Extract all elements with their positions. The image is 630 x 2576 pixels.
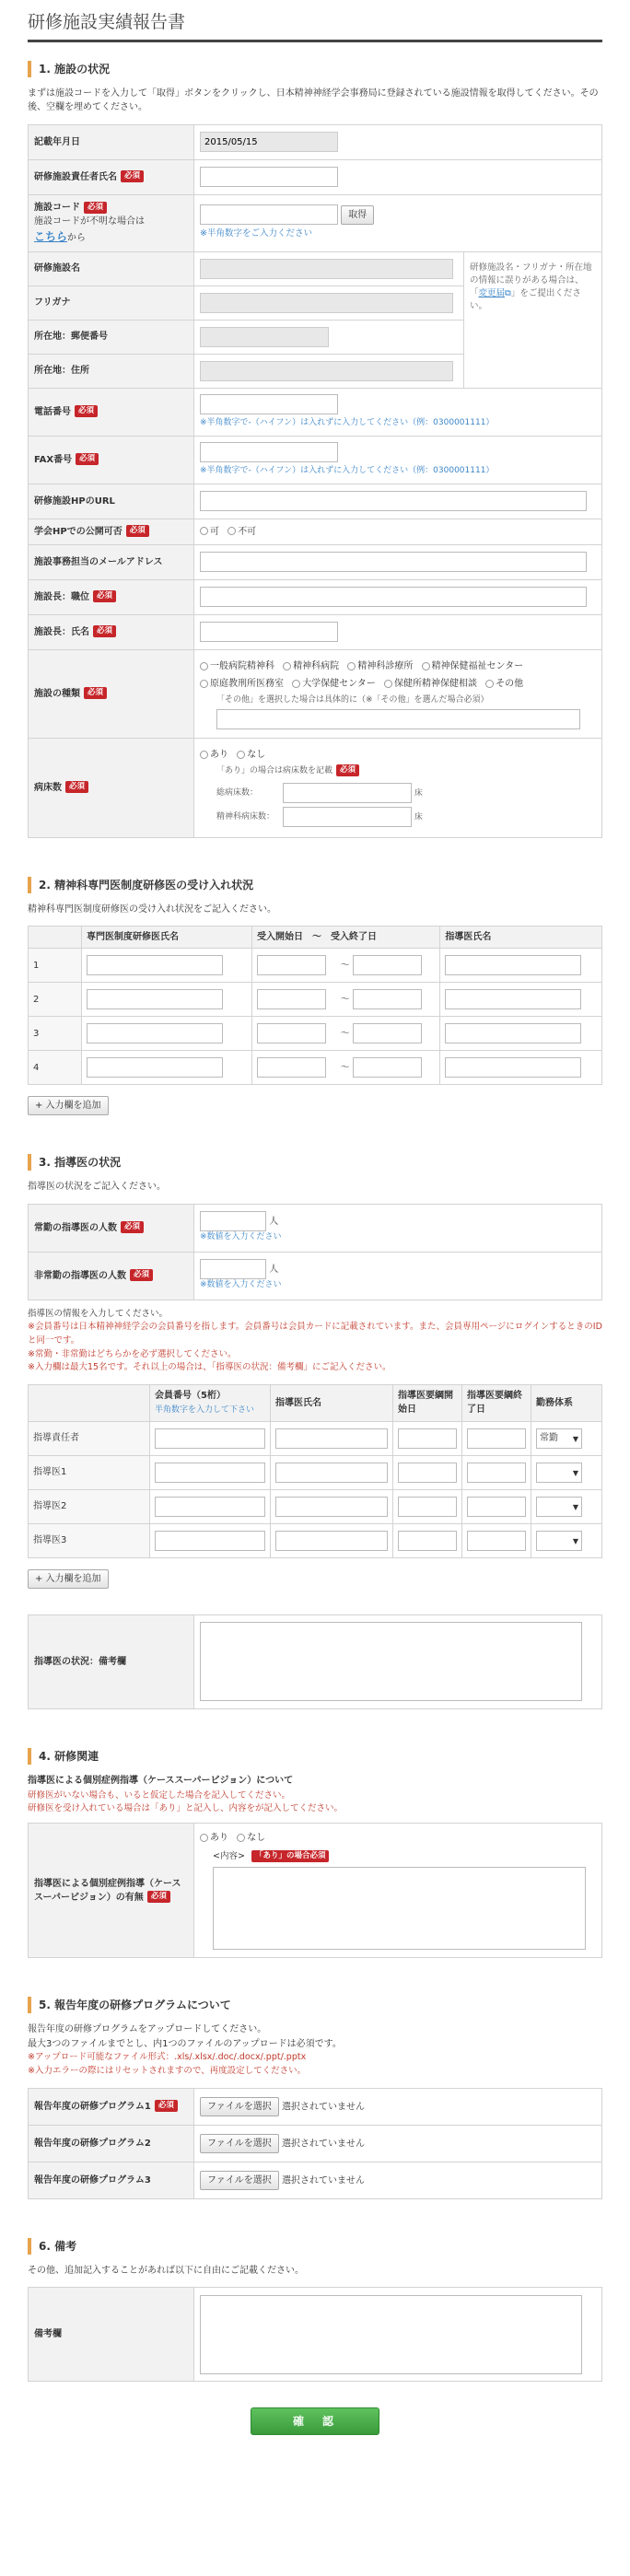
supervision-yes-radio[interactable]: あり <box>200 1831 228 1845</box>
tel-label: 電話番号 必須 <box>29 388 194 436</box>
type-other-note: 「その他」を選択した場合は具体的に（※「その他」を選んだ場合必須） <box>216 695 489 705</box>
facility-name-label: 研修施設名 <box>29 251 194 286</box>
start-date-input[interactable] <box>257 955 326 975</box>
section-facility-status <box>28 61 602 838</box>
resident-name-input[interactable] <box>87 1023 223 1043</box>
beds-note: 「あり」の場合は病床数を記載 必須 <box>216 764 596 778</box>
supervision-content-textarea[interactable] <box>213 1867 586 1950</box>
col-resident-name: 専門医制度研修医氏名 <box>82 927 252 949</box>
member-number-input[interactable] <box>155 1428 265 1449</box>
section-title: 1. 施設の状況 <box>28 61 602 77</box>
file-status: 選択されていません <box>282 2139 365 2150</box>
change-request-link[interactable]: 変更届 <box>478 288 506 298</box>
mentor-info-line: ※入力欄は最大15名です。それ以上の場合は、「指導医の状況：備考欄」にご記入ください。 <box>28 1362 391 1373</box>
start-date-input[interactable] <box>257 1023 326 1043</box>
section-description: その他、追加記入することがあれば以下に自由にご記載ください。 <box>28 2265 304 2276</box>
responsible-name-label: 研修施設責任者氏名 必須 <box>29 159 194 194</box>
row-number: 3 <box>29 1017 82 1051</box>
type-option-radio[interactable]: 大学保健センター <box>292 675 376 693</box>
responsible-name-input[interactable] <box>200 167 338 187</box>
section-programs <box>28 1997 602 2198</box>
beds-no-radio[interactable]: なし <box>237 748 265 762</box>
end-date-input[interactable] <box>467 1463 526 1483</box>
remarks-label: 備考欄 <box>29 2288 194 2382</box>
col-member-number: 会員番号（5桁） 半角数字を入力して下さい <box>150 1385 271 1422</box>
mentor-row-label: 指導医2 <box>29 1489 150 1523</box>
start-date-input[interactable] <box>257 1057 326 1078</box>
facility-code-label: 施設コード 必須 施設コードが不明な場合は こちらから <box>29 194 194 251</box>
add-mentor-row-button[interactable]: + 入力欄を追加 <box>28 1569 109 1589</box>
employment-type-select[interactable] <box>536 1497 582 1517</box>
member-number-input[interactable] <box>155 1463 265 1483</box>
mentor-info-notes <box>28 1308 602 1376</box>
beds-yes-radio[interactable]: あり <box>200 748 228 762</box>
required-badge: 必須 <box>93 625 116 637</box>
chevron-down-icon: ▼ <box>572 1536 578 1545</box>
email-input[interactable] <box>200 552 587 572</box>
parttime-count-label: 非常勤の指導医の人数 必須 <box>29 1252 194 1300</box>
end-date-input[interactable] <box>353 989 422 1009</box>
end-date-input[interactable] <box>467 1497 526 1517</box>
required-badge: 必須 <box>126 525 149 537</box>
content-label: <内容> <box>213 1851 245 1862</box>
mentor-name-input[interactable] <box>445 1057 581 1078</box>
parttime-count-input[interactable] <box>200 1259 266 1279</box>
col-end-date: 指導医要綱終了日 <box>462 1385 531 1422</box>
zip-field <box>200 327 329 347</box>
section-title: 4. 研修関連 <box>28 1748 602 1765</box>
mentor-name-input[interactable] <box>275 1531 388 1551</box>
program-3-label: 報告年度の研修プログラム3 <box>29 2162 194 2198</box>
residents-table <box>28 926 602 1085</box>
start-date-input[interactable] <box>257 989 326 1009</box>
mentor-info-line: ※常勤・非常勤はどちらかを必ず選択してください。 <box>28 1348 237 1359</box>
director-title-input[interactable] <box>200 587 587 607</box>
mentor-info-line: 指導医の情報を入力してください。 <box>28 1308 169 1319</box>
external-link-icon: ⧉ <box>505 288 511 298</box>
row-number: 2 <box>29 983 82 1017</box>
required-badge: 必須 <box>147 1891 170 1903</box>
required-badge: 必須 <box>65 781 88 793</box>
col-mentor-name: 指導医氏名 <box>271 1385 393 1422</box>
resident-name-input[interactable] <box>87 989 223 1009</box>
mentor-name-input[interactable] <box>445 1023 581 1043</box>
facility-name-field <box>200 259 453 279</box>
file-select-button[interactable]: ファイルを選択 <box>200 2097 279 2116</box>
mentor-count-table <box>28 1204 602 1300</box>
fax-note: ※半角数字で-（ハイフン）は入れずに入力してください（例：0300001111） <box>200 465 495 475</box>
member-number-input[interactable] <box>155 1531 265 1551</box>
resident-name-input[interactable] <box>87 955 223 975</box>
date-label: 記載年月日 <box>29 124 194 159</box>
supervision-no-radio[interactable]: なし <box>237 1831 265 1845</box>
mentor-remarks-table <box>28 1614 602 1709</box>
supervision-subtitle: 指導医による個別症例指導（ケーススーパービジョン）について <box>28 1775 294 1786</box>
required-badge: 必須 <box>84 687 107 699</box>
confirm-button[interactable]: 確 認 <box>251 2407 379 2435</box>
address-field <box>200 361 453 381</box>
section-title: 6. 備考 <box>28 2238 602 2255</box>
section-mentors <box>28 1154 602 1709</box>
employment-type-select[interactable] <box>536 1531 582 1551</box>
section-description: 指導医の状況をご記入ください。 <box>28 1182 166 1192</box>
page-title: 研修施設実績報告書 <box>28 7 602 42</box>
required-badge: 必須 <box>155 2100 178 2112</box>
section-residents <box>28 877 602 1116</box>
chevron-down-icon: ▼ <box>572 1468 578 1477</box>
section-title: 3. 指導医の状況 <box>28 1154 602 1171</box>
beds-unit: 床 <box>414 812 423 822</box>
remarks-table <box>28 2287 602 2382</box>
required-badge: 必須 <box>121 170 144 182</box>
type-option-radio[interactable]: 精神科病院 <box>283 658 339 675</box>
required-badge: 必須 <box>84 202 107 214</box>
end-date-input[interactable] <box>467 1428 526 1449</box>
hp-publish-yes-radio[interactable]: 可 <box>200 525 219 539</box>
type-option-radio[interactable]: 精神保健福祉センター <box>422 658 524 675</box>
zip-label: 所在地：郵便番号 <box>29 320 194 354</box>
unit: 人 <box>269 1217 279 1228</box>
program-1-label: 報告年度の研修プログラム1 必須 <box>29 2088 194 2125</box>
mentor-info-line: ※会員番号は日本精神神経学会の会員番号を指します。会員番号は会員カードに記載されています。また、会員専用ページにログインするときのIDと同一です。 <box>28 1322 602 1346</box>
required-badge: 必須 <box>121 1221 144 1233</box>
end-date-input[interactable] <box>467 1531 526 1551</box>
mentor-row-label: 指導医1 <box>29 1455 150 1489</box>
tilde: 〜 <box>340 983 353 1017</box>
fulltime-count-input[interactable] <box>200 1211 266 1231</box>
required-badge: 必須 <box>75 405 98 417</box>
mentor-name-input[interactable] <box>445 989 581 1009</box>
type-other-input[interactable] <box>216 709 580 729</box>
start-date-input[interactable] <box>398 1463 457 1483</box>
mentor-name-input[interactable] <box>275 1497 388 1517</box>
tel-input[interactable] <box>200 394 338 414</box>
programs-description: 報告年度の研修プログラムをアップロードしてください。 最大3つのファイルまでとし、内1つのファイルのアップロードは必須です。 ※アップロード可能なファイル形式：.xls/.xlsx/.doc/.docx/.ppt/.pptx ※入力エラーの際にはリセットされますので、再度設定してください。 <box>28 2024 342 2076</box>
beds-unit: 床 <box>414 788 423 798</box>
tel-note: ※半角数字で-（ハイフン）は入れずに入力してください（例：0300001111） <box>200 417 495 427</box>
section-training <box>28 1748 602 1959</box>
mentor-row-label: 指導責任者 <box>29 1421 150 1455</box>
type-option-radio[interactable]: 保健所精神保健相談 <box>384 675 477 693</box>
col-dates: 受入開始日 〜 受入終了日 <box>252 927 440 949</box>
section-description: 精神科専門医制度研修医の受け入れ状況をご記入ください。 <box>28 903 276 915</box>
url-input[interactable] <box>200 491 587 511</box>
hp-publish-label: 学会HPでの公開可否 必須 <box>29 519 194 544</box>
content-required-badge: 「あり」の場合必須 <box>251 1850 330 1862</box>
type-option-radio[interactable]: 原庭教刑所医務室 <box>200 675 284 693</box>
remarks-textarea[interactable] <box>200 2295 582 2374</box>
row-number: 4 <box>29 1051 82 1085</box>
section-title: 5. 報告年度の研修プログラムについて <box>28 1997 602 2013</box>
type-option-radio[interactable]: 精神科診療所 <box>347 658 413 675</box>
unit: 人 <box>269 1265 279 1276</box>
start-date-input[interactable] <box>398 1428 457 1449</box>
fax-label: FAX番号 必須 <box>29 436 194 484</box>
count-note: ※数値を入力ください <box>200 1232 282 1242</box>
file-select-button[interactable]: ファイルを選択 <box>200 2134 279 2153</box>
end-date-input[interactable] <box>353 955 422 975</box>
address-label: 所在地：住所 <box>29 354 194 388</box>
date-field[interactable] <box>200 132 338 152</box>
col-start-date: 指導医要綱開始日 <box>393 1385 462 1422</box>
section-remarks <box>28 2238 602 2383</box>
resident-name-input[interactable] <box>87 1057 223 1078</box>
beds-label: 病床数 必須 <box>29 738 194 837</box>
mentors-table <box>28 1384 602 1558</box>
start-date-input[interactable] <box>398 1531 457 1551</box>
mentor-name-input[interactable] <box>445 955 581 975</box>
end-date-input[interactable] <box>353 1023 422 1043</box>
col-mentor-name: 指導医氏名 <box>440 927 602 949</box>
facility-code-help-link[interactable]: こちら <box>34 230 68 243</box>
fulltime-count-label: 常勤の指導医の人数 必須 <box>29 1204 194 1252</box>
mentor-row-label: 指導医3 <box>29 1523 150 1557</box>
supervision-table <box>28 1823 602 1958</box>
add-resident-row-button[interactable]: + 入力欄を追加 <box>28 1096 109 1115</box>
chevron-down-icon: ▼ <box>572 1434 578 1443</box>
psych-beds-label: 精神科病床数： <box>216 812 275 822</box>
fetch-button[interactable]: 取得 <box>341 205 374 225</box>
mentor-name-input[interactable] <box>275 1428 388 1449</box>
required-badge: 必須 <box>93 590 116 602</box>
file-select-button[interactable]: ファイルを選択 <box>200 2171 279 2190</box>
facility-code-input[interactable] <box>200 204 338 225</box>
section-title: 2. 精神科専門医制度研修医の受け入れ状況 <box>28 877 602 893</box>
end-date-input[interactable] <box>353 1057 422 1078</box>
programs-table <box>28 2088 602 2199</box>
director-name-label: 施設長：氏名 必須 <box>29 614 194 649</box>
type-option-radio[interactable]: 一般病院精神科 <box>200 658 274 675</box>
kana-label: フリガナ <box>29 286 194 320</box>
facility-code-note: ※半角数字をご入力ください <box>200 228 312 239</box>
required-badge: 必須 <box>76 453 99 465</box>
program-2-label: 報告年度の研修プログラム2 <box>29 2125 194 2162</box>
member-number-input[interactable] <box>155 1497 265 1517</box>
tilde: 〜 <box>340 1051 353 1085</box>
supervision-note: 研修医を受け入れている場合は「あり」と記入し、内容をが記入してください。 <box>28 1802 344 1813</box>
row-number: 1 <box>29 949 82 983</box>
supervision-label: 指導医による個別症例指導（ケーススーパービジョン）の有無 必須 <box>29 1824 194 1958</box>
col-employment-type: 勤務体系 <box>531 1385 602 1422</box>
director-title-label: 施設長：職位 必須 <box>29 579 194 614</box>
required-badge: 必須 <box>336 764 359 776</box>
tilde: 〜 <box>340 949 353 983</box>
facility-type-options <box>200 658 596 693</box>
kana-field <box>200 293 453 313</box>
employment-type-select[interactable]: 常勤 ▼ <box>536 1428 582 1449</box>
required-badge: 必須 <box>130 1269 153 1281</box>
file-status: 選択されていません <box>282 2175 365 2186</box>
url-label: 研修施設HPのURL <box>29 484 194 519</box>
psych-beds-input[interactable] <box>283 807 412 827</box>
director-name-input[interactable] <box>200 622 338 642</box>
file-status: 選択されていません <box>282 2102 365 2113</box>
mentor-remarks-textarea[interactable] <box>200 1622 582 1701</box>
type-option-radio[interactable]: その他 <box>485 675 523 693</box>
tilde: 〜 <box>340 1017 353 1051</box>
start-date-input[interactable] <box>398 1497 457 1517</box>
email-label: 施設事務担当のメールアドレス <box>29 544 194 579</box>
supervision-note: 研修医がいない場合も、いると仮定した場合を記入してください。 <box>28 1789 291 1801</box>
update-notice: 研修施設名・フリガナ・所在地の情報に誤りがある場合は、「変更届⧉」をご提出ください。 <box>470 262 592 312</box>
mentor-name-input[interactable] <box>275 1463 388 1483</box>
facility-form-table <box>28 124 602 838</box>
section-description: まずは施設コードを入力して「取得」ボタンをクリックし、日本精神神経学会事務局に登録されている施設情報を取得してください。その後、空欄を埋めてください。 <box>28 87 599 112</box>
total-beds-input[interactable] <box>283 783 412 803</box>
chevron-down-icon: ▼ <box>572 1502 578 1511</box>
facility-type-label: 施設の種類 必須 <box>29 649 194 738</box>
hp-publish-no-radio[interactable]: 不可 <box>228 525 256 539</box>
employment-type-select[interactable] <box>536 1463 582 1483</box>
fax-input[interactable] <box>200 442 338 462</box>
total-beds-label: 総病床数： <box>216 788 259 798</box>
mentor-remarks-label: 指導医の状況：備考欄 <box>29 1614 194 1708</box>
count-note: ※数値を入力ください <box>200 1280 282 1290</box>
